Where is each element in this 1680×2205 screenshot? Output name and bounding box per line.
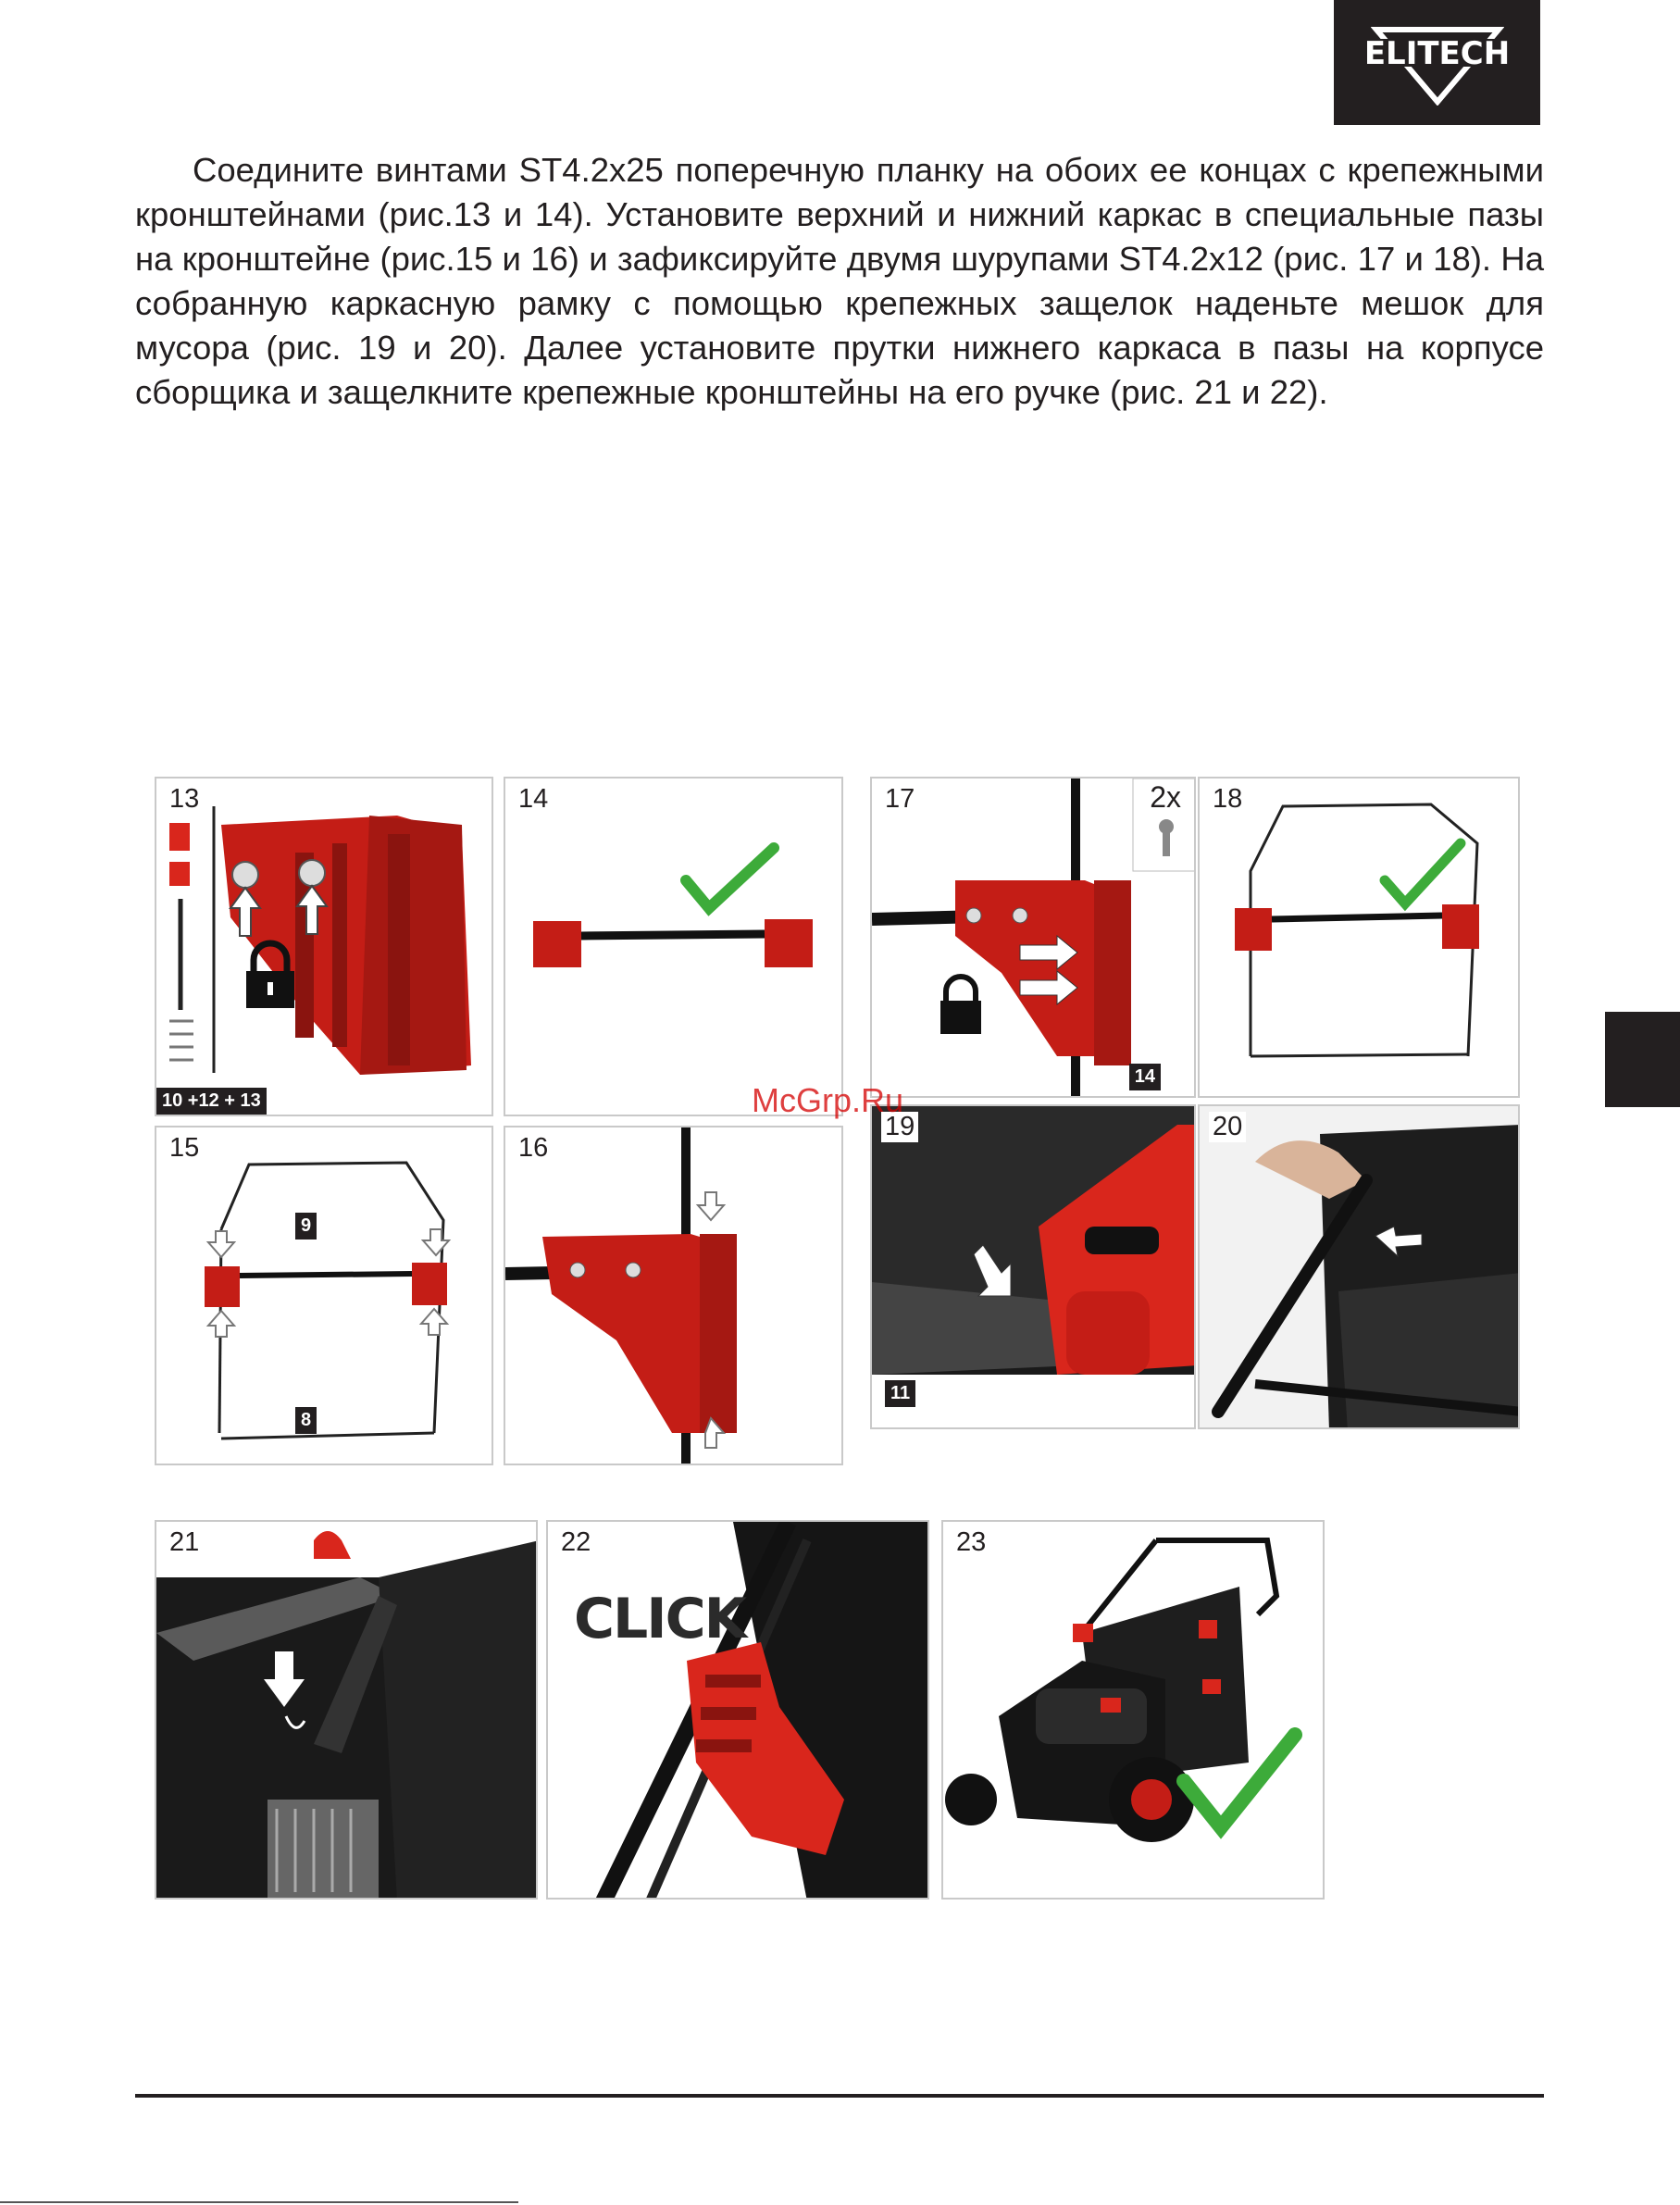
section-tab (1605, 1012, 1680, 1107)
figure-number: 19 (881, 1112, 918, 1142)
figure-13 (155, 777, 493, 1116)
figure-21 (155, 1520, 538, 1900)
figure-21-illustration (156, 1522, 538, 1900)
figure-22-illustration (548, 1522, 929, 1900)
intro-text: Соедините винтами ST4.2x25 поперечную планку на обоих ее концах с крепежными кронштейнами (рис.13 и 14). Установите верхний и нижний каркас в специальные пазы на кронштейне (рис.15 и 16) и зафиксируйте двумя шурупами ST4.2x12 (рис. 17 и 18). На собранную каркасную рамку с помощью крепежных защелок наденьте мешок для мусора (рис. 19 и 20). Далее установите прутки нижнего каркаса в пазы на корпусе сборщика и защелкните крепежные кронштейны на его ручке (рис. 21 и 22). (135, 151, 1544, 411)
screw-quantity: 2x (1150, 780, 1181, 814)
figure-14-illustration (505, 779, 843, 1116)
figure-15 (155, 1126, 493, 1465)
figure-number: 23 (952, 1527, 989, 1558)
bottom-line (0, 2201, 518, 2203)
figure-16 (504, 1126, 843, 1465)
figure-13-illustration (156, 779, 493, 1116)
figure-16-illustration (505, 1127, 843, 1465)
part-badge: 10 +12 + 13 (156, 1088, 267, 1115)
figure-20 (1198, 1104, 1520, 1429)
checkmark-icon (686, 848, 774, 908)
figure-19 (870, 1104, 1196, 1429)
figure-number: 20 (1209, 1112, 1246, 1142)
figure-15-illustration (156, 1127, 493, 1465)
figure-number: 22 (557, 1527, 594, 1558)
figure-18-illustration (1200, 779, 1520, 1098)
click-label: CLICK (574, 1587, 746, 1651)
figure-19-illustration (872, 1106, 1196, 1429)
figure-18 (1198, 777, 1520, 1098)
part-badge-upper: 9 (295, 1213, 317, 1240)
figure-17-illustration (872, 779, 1196, 1098)
brand-name: ELITECH (1363, 35, 1511, 72)
figure-22 (546, 1520, 929, 1900)
figure-number: 16 (515, 1133, 552, 1164)
footer-rule (135, 2094, 1544, 2098)
figure-23-illustration (943, 1522, 1325, 1900)
part-badge: 11 (885, 1380, 915, 1407)
checkmark-icon (1385, 843, 1461, 903)
part-badge-lower: 8 (295, 1407, 317, 1434)
brand-logo (1334, 0, 1540, 125)
figure-number: 15 (166, 1133, 203, 1164)
figure-number: 17 (881, 784, 918, 815)
figure-14 (504, 777, 843, 1116)
figure-number: 18 (1209, 784, 1246, 815)
figure-number: 13 (166, 784, 203, 815)
padlock-icon (940, 977, 981, 1034)
figure-23 (941, 1520, 1325, 1900)
figure-number: 21 (166, 1527, 203, 1558)
intro-paragraph (135, 148, 1544, 415)
figure-number: 14 (515, 784, 552, 815)
figure-17 (870, 777, 1196, 1098)
watermark: McGrp.Ru (752, 1081, 904, 1119)
figure-20-illustration (1200, 1106, 1520, 1429)
part-badge: 14 (1129, 1064, 1161, 1090)
